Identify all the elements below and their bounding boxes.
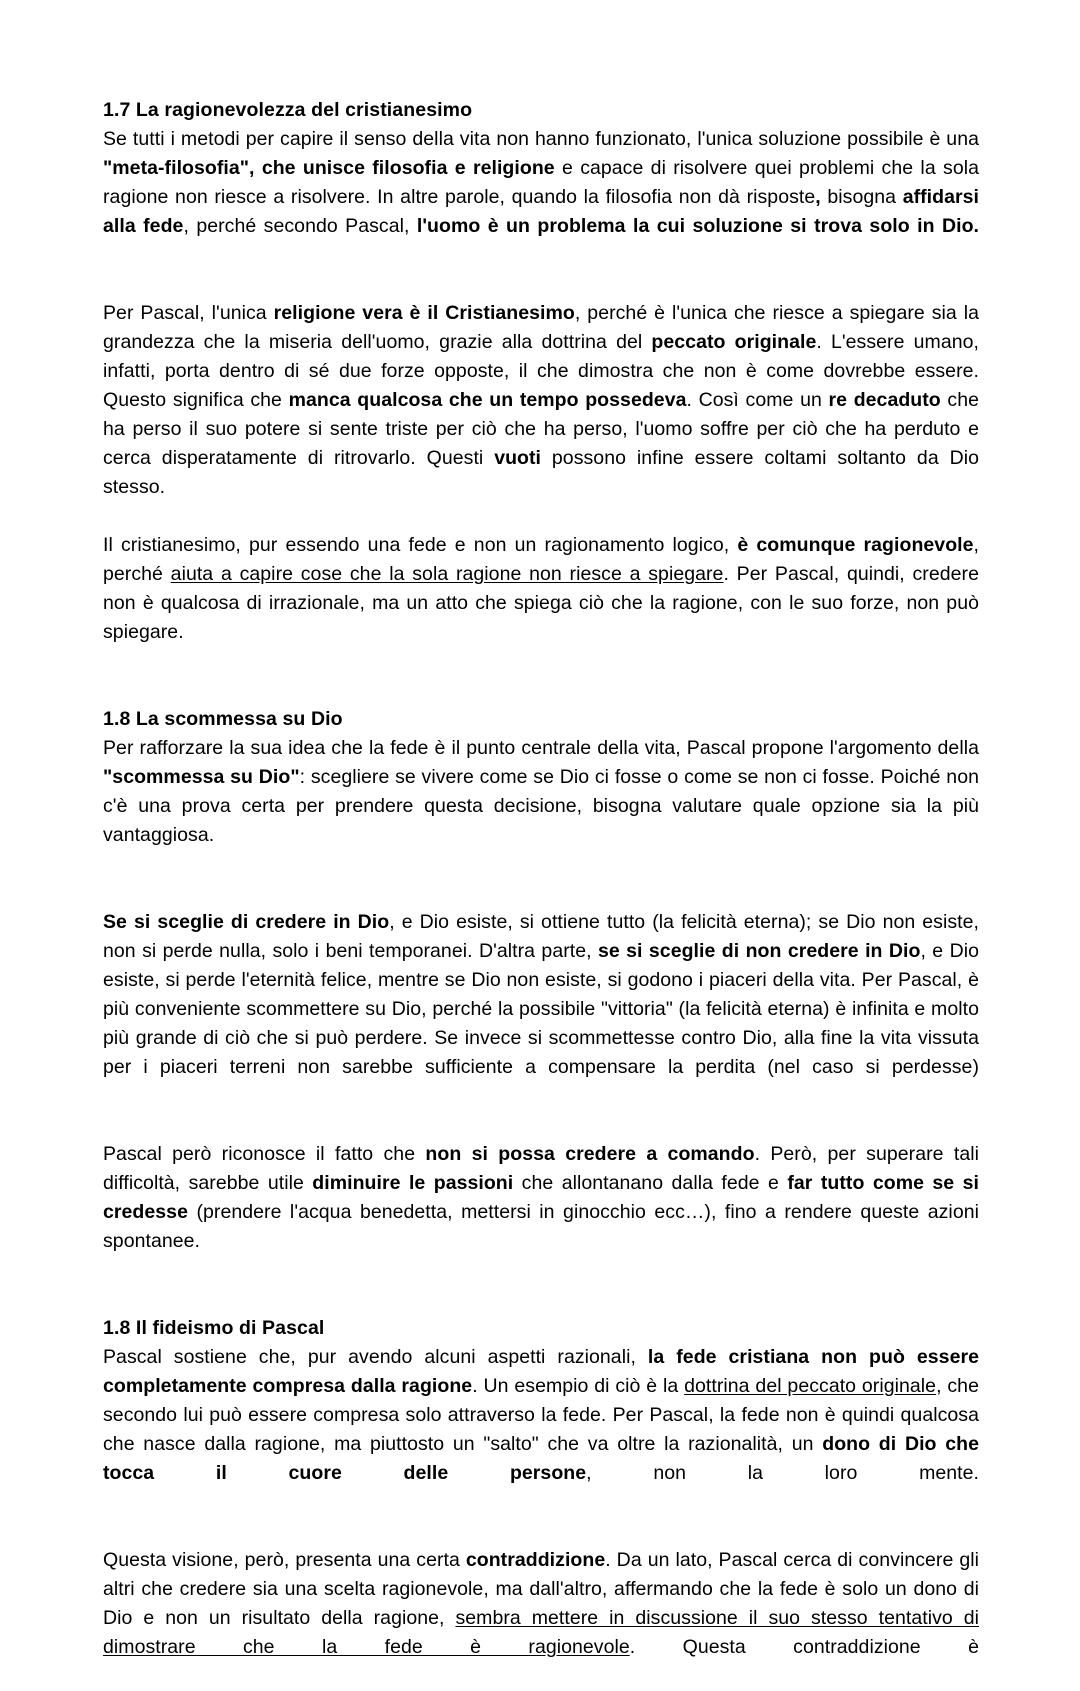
bold-run: Se si sceglie di credere in Dio [103, 911, 390, 933]
bold-run: se si sceglie di non credere in Dio [597, 940, 921, 962]
section-heading-1-7 [103, 96, 979, 125]
bold-run: religione vera è il Cristianesimo [273, 302, 575, 324]
text-run: Questa visione, però, presenta una certa [103, 1549, 466, 1571]
underlined-run: sembra mettere in discussione il suo stesso tentativo di dimostrare che la fede è ragionevole [103, 1607, 979, 1658]
paragraph-1-7-cristianesimo [103, 299, 979, 531]
bold-run: è comunque ragionevole [737, 534, 974, 556]
bold-run: , [815, 186, 821, 208]
paragraph-spacer [103, 1285, 979, 1314]
bold-run: peccato originale [651, 331, 817, 353]
text-run: . Però, per superare tali difficoltà, sarebbe utile [103, 1143, 979, 1194]
text-run: , perché è l'unica che riesce a spiegare sia la grandezza che la miseria dell'uomo, grazie alla dottrina del [103, 302, 980, 353]
document-body [103, 96, 979, 1691]
text-run: . Un esempio di ciò è la [472, 1375, 685, 1397]
text-run: . Per Pascal, quindi, credere non è qualcosa di irrazionale, ma un atto che spiega ciò che la ragione, con le suo forze, non può spiegare. [103, 563, 979, 643]
text-run: che ha perso il suo potere si sente triste per ciò che ha perso, l'uomo soffre per ciò che ha perduto e cerca disperatamente di ritrovarlo. Questi [103, 389, 980, 469]
paragraph-spacer [103, 879, 979, 908]
underlined-run: aiuta a capire cose che la sola ragione non riesce a spiegare [170, 563, 724, 585]
text-run: . Così come un [686, 389, 829, 411]
text-run: . Da un lato, Pascal cerca di convincere gli altri che credere sia una scelta ragionevole, ma dall'altro, affermando che la fede è solo un dono di Dio e non un risultato della ragione, [103, 1549, 979, 1629]
text-run: e capace di risolvere quei problemi che la sola ragione non riesce a risolvere. In altre parole, quando la filosofia non dà risposte [103, 157, 979, 208]
paragraph-spacer [103, 1517, 979, 1546]
bold-run: affidarsi alla fede [103, 186, 980, 237]
paragraph-spacer [103, 270, 979, 299]
text-run: Per Pascal, l'unica [103, 302, 274, 324]
section-heading-1-8-scommessa [103, 705, 979, 734]
text-run: , che secondo lui può essere compresa solo attraverso la fede. Per Pascal, la fede non è quindi qualcosa che nasce dalla ragione, ma piuttosto un "salto" che va oltre la razionalità, un [103, 1375, 979, 1455]
bold-run: "scommessa su Dio" [103, 766, 300, 788]
paragraph-1-8-scelta [103, 908, 979, 1111]
text-run: Pascal sostiene che, pur avendo alcuni aspetti razionali, [103, 1346, 648, 1368]
bold-run: contraddizione [465, 1549, 606, 1571]
bold-run: vuoti [494, 447, 542, 469]
section-heading-1-8-fideismo-text: 1.8 Il fideismo di Pascal [103, 1317, 325, 1339]
text-run: , e Dio esiste, si ottiene tutto (la felicità eterna); se Dio non esiste, non si perde nulla, solo i beni temporanei. D'altra parte, [103, 911, 979, 962]
text-run: Pascal però riconosce il fatto che [103, 1143, 426, 1165]
paragraph-1-8-contraddizione [103, 1546, 979, 1691]
text-run: che allontanano dalla fede e [513, 1172, 788, 1194]
paragraph-1-8-scommessa-intro [103, 734, 979, 879]
underlined-run: dottrina del peccato originale [684, 1375, 937, 1397]
section-heading-1-8-scommessa-text: 1.8 La scommessa su Dio [103, 708, 343, 730]
text-run: possono infine essere coltami soltanto da Dio stesso. [103, 447, 980, 498]
bold-run: non si possa credere a comando [425, 1143, 755, 1165]
text-run: Per rafforzare la sua idea che la fede è il punto centrale della vita, Pascal propone l'argomento della [103, 737, 979, 759]
paragraph-1-7-intro [103, 125, 979, 270]
text-run: Se tutti i metodi per capire il senso della vita non hanno funzionato, l'unica soluzione possibile è una [103, 128, 979, 150]
text-run: . Questa contraddizione è [629, 1636, 979, 1658]
section-heading-1-8-fideismo [103, 1314, 979, 1343]
text-run: , perché secondo Pascal, [183, 215, 417, 237]
text-run: , perché [103, 534, 979, 585]
text-run: (prendere l'acqua benedetta, mettersi in ginocchio ecc…), fino a rendere queste azioni spontanee. [103, 1201, 979, 1252]
bold-run: manca qualcosa che un tempo possedeva [288, 389, 687, 411]
paragraph-1-8-credere-a-comando [103, 1140, 979, 1285]
paragraph-spacer [103, 1111, 979, 1140]
section-heading-1-7-text: 1.7 La ragionevolezza del cristianesimo [103, 99, 473, 121]
text-run: , e Dio esiste, si perde l'eternità felice, mentre se Dio non esiste, si godono i piaceri della vita. Per Pascal, è più conveniente scommettere su Dio, perché la possibile "vittoria" (la felicità eterna) è infinita e molto più grande di ciò che si può perdere. Se invece si scommettesse contro Dio, alla fine la vita vissuta per i piaceri terreni non sarebbe sufficiente a compensare la perdita (nel caso si perdesse) [103, 940, 979, 1078]
paragraph-1-8-fideismo [103, 1343, 979, 1517]
bold-run: diminuire le passioni [312, 1172, 514, 1194]
bold-run: la fede cristiana non può essere completamente compresa dalla ragione [103, 1346, 979, 1397]
paragraph-spacer [103, 676, 979, 705]
text-run: Il cristianesimo, pur essendo una fede e non un ragionamento logico, [103, 534, 738, 556]
bold-run: dono di Dio che tocca il cuore delle persone [103, 1433, 979, 1484]
paragraph-1-7-ragionevole [103, 531, 979, 676]
bold-run: "meta-filosofia", che unisce filosofia e religione [103, 157, 555, 179]
text-run: . L'essere umano, infatti, porta dentro di sé due forze opposte, il che dimostra che non è come dovrebbe essere. Questo significa che [103, 331, 979, 411]
text-run: bisogna [820, 186, 903, 208]
bold-run: l'uomo è un problema la cui soluzione si trova solo in Dio. [416, 215, 979, 237]
bold-run: re decaduto [828, 389, 941, 411]
text-run: : scegliere se vivere come se Dio ci fosse o come se non ci fosse. Poiché non c'è una prova certa per prendere questa decisione, bisogna valutare quale opzione sia la più vantaggiosa. [103, 766, 979, 846]
text-run: , non la loro mente. [586, 1462, 979, 1484]
bold-run: far tutto come se si credesse [103, 1172, 980, 1223]
